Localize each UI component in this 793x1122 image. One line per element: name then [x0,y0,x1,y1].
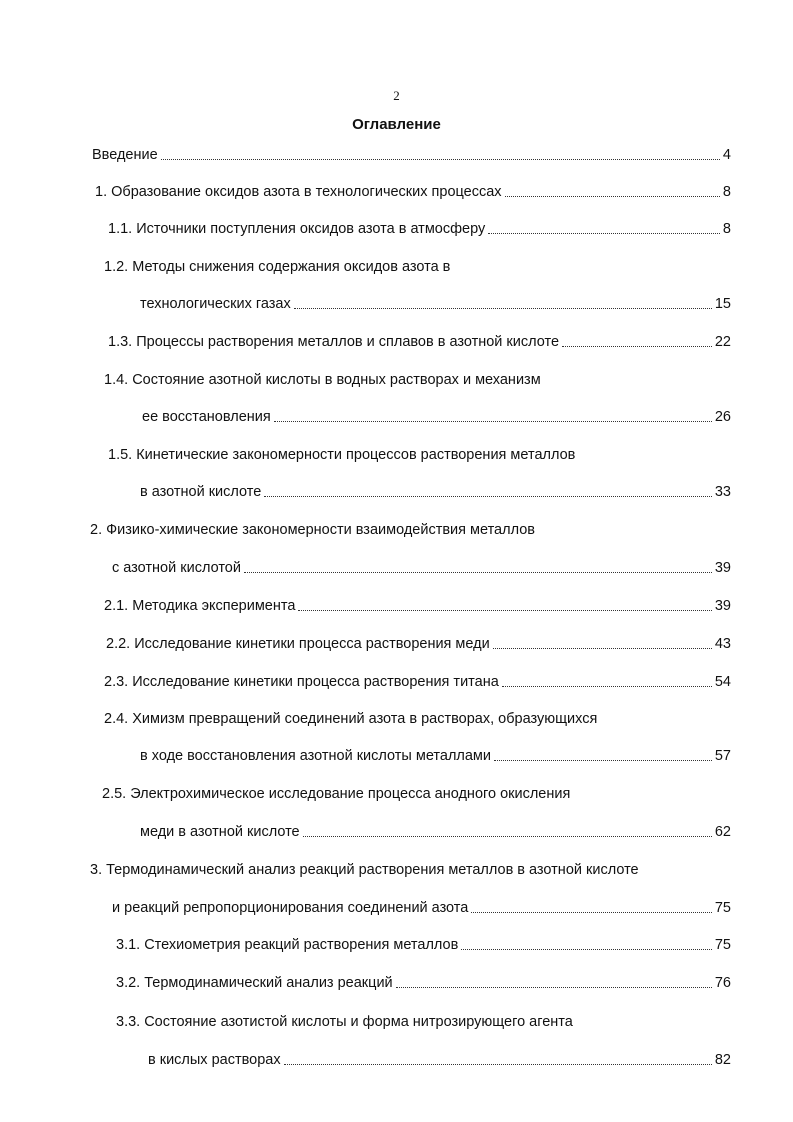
toc-leader [502,686,712,687]
toc-entry [104,709,731,729]
toc-leader [494,760,712,761]
toc-entry-text: 2. Физико-химические закономерности взаимодействия металлов [90,522,535,538]
toc-entry-page: 57 [714,748,731,764]
toc-entry-text: 3. Термодинамический анализ реакций растворения металлов в азотной кислоте [90,862,639,878]
toc-entry [140,746,731,766]
toc-leader [284,1064,712,1065]
toc-entry-page: 8 [722,221,731,237]
toc-leader [294,308,712,309]
toc-entry [116,935,731,955]
toc-entry [148,1050,731,1070]
toc-entry [108,332,731,352]
toc-entry [140,482,731,502]
toc-entry-page: 75 [714,900,731,916]
toc-entry [140,822,731,842]
toc-entry-text: технологических газах [140,296,291,312]
toc-leader [298,610,711,611]
toc-entry [90,520,731,540]
toc-leader [303,836,712,837]
toc-entry [108,219,731,239]
toc-entry [104,596,731,616]
toc-entry-text: 1.1. Источники поступления оксидов азота в атмосферу [108,221,486,237]
toc-entry-text: 2.3. Исследование кинетики процесса растворения титана [104,674,499,690]
toc-entry [116,1012,731,1032]
toc-entry-page: 8 [722,184,731,200]
toc-entry [116,973,731,993]
toc-entry [102,784,731,804]
toc-leader [274,421,712,422]
toc-leader [562,346,712,347]
toc-entry-text: 2.4. Химизм превращений соединений азота в растворах, образующихся [104,711,598,727]
toc-leader [505,196,720,197]
toc-entry-page: 62 [714,824,731,840]
toc-entry-text: в азотной кислоте [140,484,262,500]
toc-entry [90,860,731,880]
toc-entry-page: 82 [714,1052,731,1068]
toc-entry-text: в ходе восстановления азотной кислоты металлами [140,748,491,764]
toc-entry-text: 1.2. Методы снижения содержания оксидов азота в [104,259,451,275]
toc-entry [95,182,731,202]
toc-entry-text: 3.2. Термодинамический анализ реакций [116,975,393,991]
toc-entry-text: 1. Образование оксидов азота в технологических процессах [95,184,502,200]
toc-entry-page: 76 [714,975,731,991]
toc-leader [264,496,712,497]
toc-leader [461,949,712,950]
toc-entry-text: 2.5. Электрохимическое исследование процесса анодного окисления [102,786,571,802]
toc-entry-page: 4 [722,147,731,163]
toc-entry-text: меди в азотной кислоте [140,824,300,840]
toc-entry-page: 39 [714,560,731,576]
toc-entry-text: 3.3. Состояние азотистой кислоты и форма нитрозирующего агента [116,1014,573,1030]
toc-entry-text: Введение [92,147,158,163]
page-number: 2 [393,88,400,103]
toc-entry-text: 1.4. Состояние азотной кислоты в водных растворах и механизм [104,372,541,388]
toc-entry [106,634,731,654]
toc-entry-text: 1.3. Процессы растворения металлов и сплавов в азотной кислоте [108,334,560,350]
toc-entry [104,672,731,692]
toc-entry-text: и реакций репропорционирования соединений азота [112,900,469,916]
toc-entry [92,145,731,165]
toc-leader [161,159,720,160]
toc-entry-text: 1.5. Кинетические закономерности процессов растворения металлов [108,447,576,463]
toc-entry-page: 15 [714,296,731,312]
toc-entry [104,257,731,277]
page-title: Оглавление [352,116,441,133]
toc-entry [112,898,731,918]
toc-entry-page: 22 [714,334,731,350]
toc-entry-page: 33 [714,484,731,500]
toc-entry-page: 75 [714,937,731,953]
toc-entry [142,407,731,427]
toc-entry-page: 26 [714,409,731,425]
toc-entry [140,294,731,314]
toc-entry [104,370,731,390]
toc-entry-text: 3.1. Стехиометрия реакций растворения металлов [116,937,459,953]
toc-entry-text: 2.2. Исследование кинетики процесса растворения меди [106,636,490,652]
toc-leader [396,987,712,988]
toc-leader [244,572,712,573]
toc-entry [108,445,731,465]
toc-entry-text: 2.1. Методика эксперимента [104,598,296,614]
toc-entry [112,558,731,578]
toc-entry-text: ее восстановления [142,409,271,425]
toc-leader [493,648,712,649]
toc-entry-page: 54 [714,674,731,690]
toc-leader [488,233,720,234]
toc-entry-text: с азотной кислотой [112,560,241,576]
toc-entry-page: 43 [714,636,731,652]
toc-entry-page: 39 [714,598,731,614]
toc-entry-text: в кислых растворах [148,1052,281,1068]
toc-leader [471,912,712,913]
